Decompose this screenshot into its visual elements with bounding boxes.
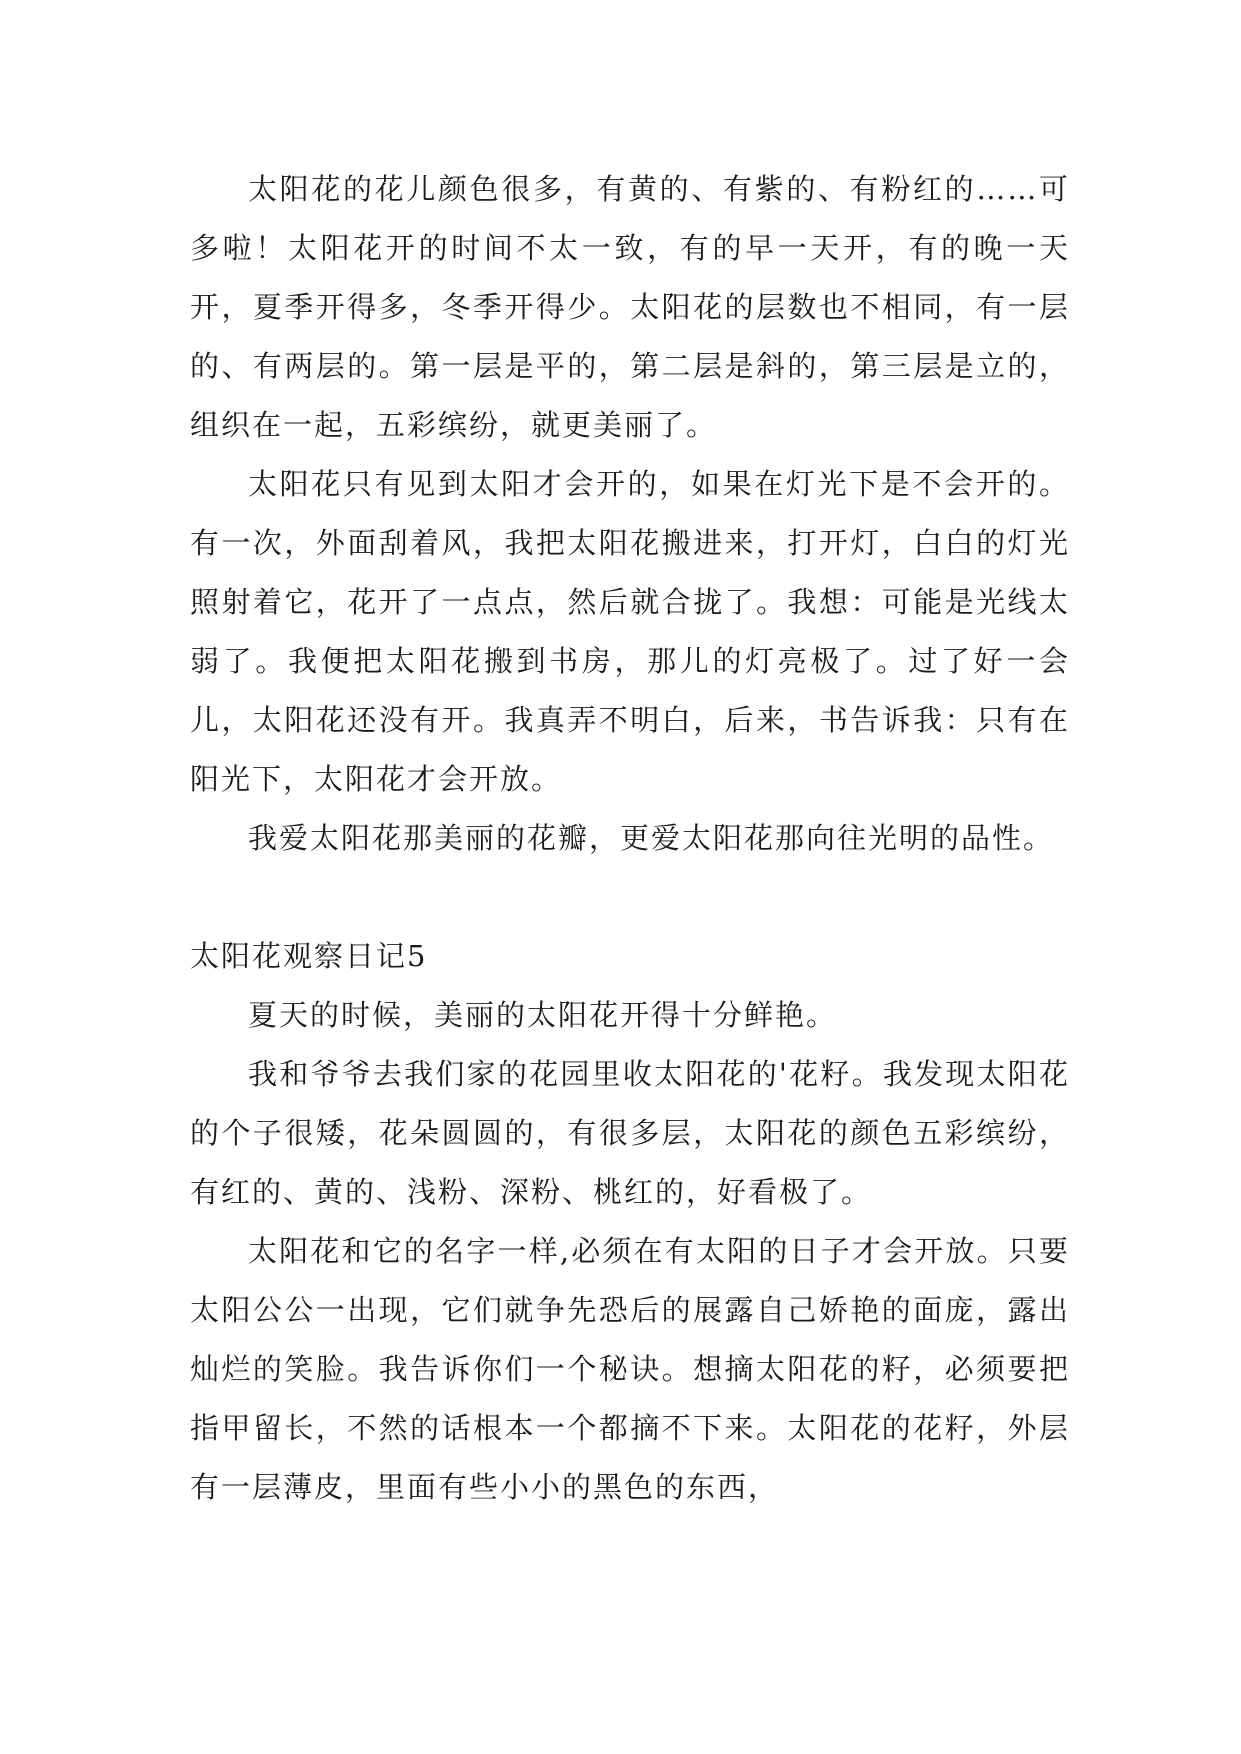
paragraph-collect-seeds: 我和爷爷去我们家的花园里收太阳花的'花籽。我发现太阳花的个子很矮，花朵圆圆的，有很多层，太阳花的颜色五彩缤纷，有红的、黄的、浅粉、深粉、桃红的，好看极了。 [190,1057,1070,1209]
section-title-diary-5: 太阳花观察日记5 [190,939,428,973]
paragraph-flower-colors: 太阳花的花儿颜色很多，有黄的、有紫的、有粉红的……可多啦！太阳花开的时间不太一致，有的早一天开，有的晚一天开，夏季开得多，冬季开得少。太阳花的层数也不相同，有一层的、有两层的。第一层是平的，第二层是斜的，第三层是立的，组织在一起，五彩缤纷，就更美丽了。 [190,172,1070,442]
paragraph-light-experiment: 太阳花只有见到太阳才会开的，如果在灯光下是不会开的。有一次，外面刮着风，我把太阳花搬进来，打开灯，白白的灯光照射着它，花开了一点点，然后就合拢了。我想：可能是光线太弱了。我便把太阳花搬到书房，那儿的灯亮极了。过了好一会儿，太阳花还没有开。我真弄不明白，后来，书告诉我：只有在阳光下，太阳花才会开放。 [190,467,1070,796]
paragraph-summer-bloom: 夏天的时候，美丽的太阳花开得十分鲜艳。 [248,998,838,1032]
paragraph-love-sunflower: 我爱太阳花那美丽的花瓣，更爱太阳花那向往光明的品性。 [248,821,1055,855]
document-body [190,160,1070,1517]
paragraph-sun-opening: 太阳花和它的名字一样,必须在有太阳的日子才会开放。只要太阳公公一出现，它们就争先恐后的展露自己娇艳的面庞，露出灿烂的笑脸。我告诉你们一个秘诀。想摘太阳花的籽，必须要把指甲留长，不然的话根本一个都摘不下来。太阳花的花籽，外层有一层薄皮，里面有些小小的黑色的东西， [190,1234,1070,1504]
